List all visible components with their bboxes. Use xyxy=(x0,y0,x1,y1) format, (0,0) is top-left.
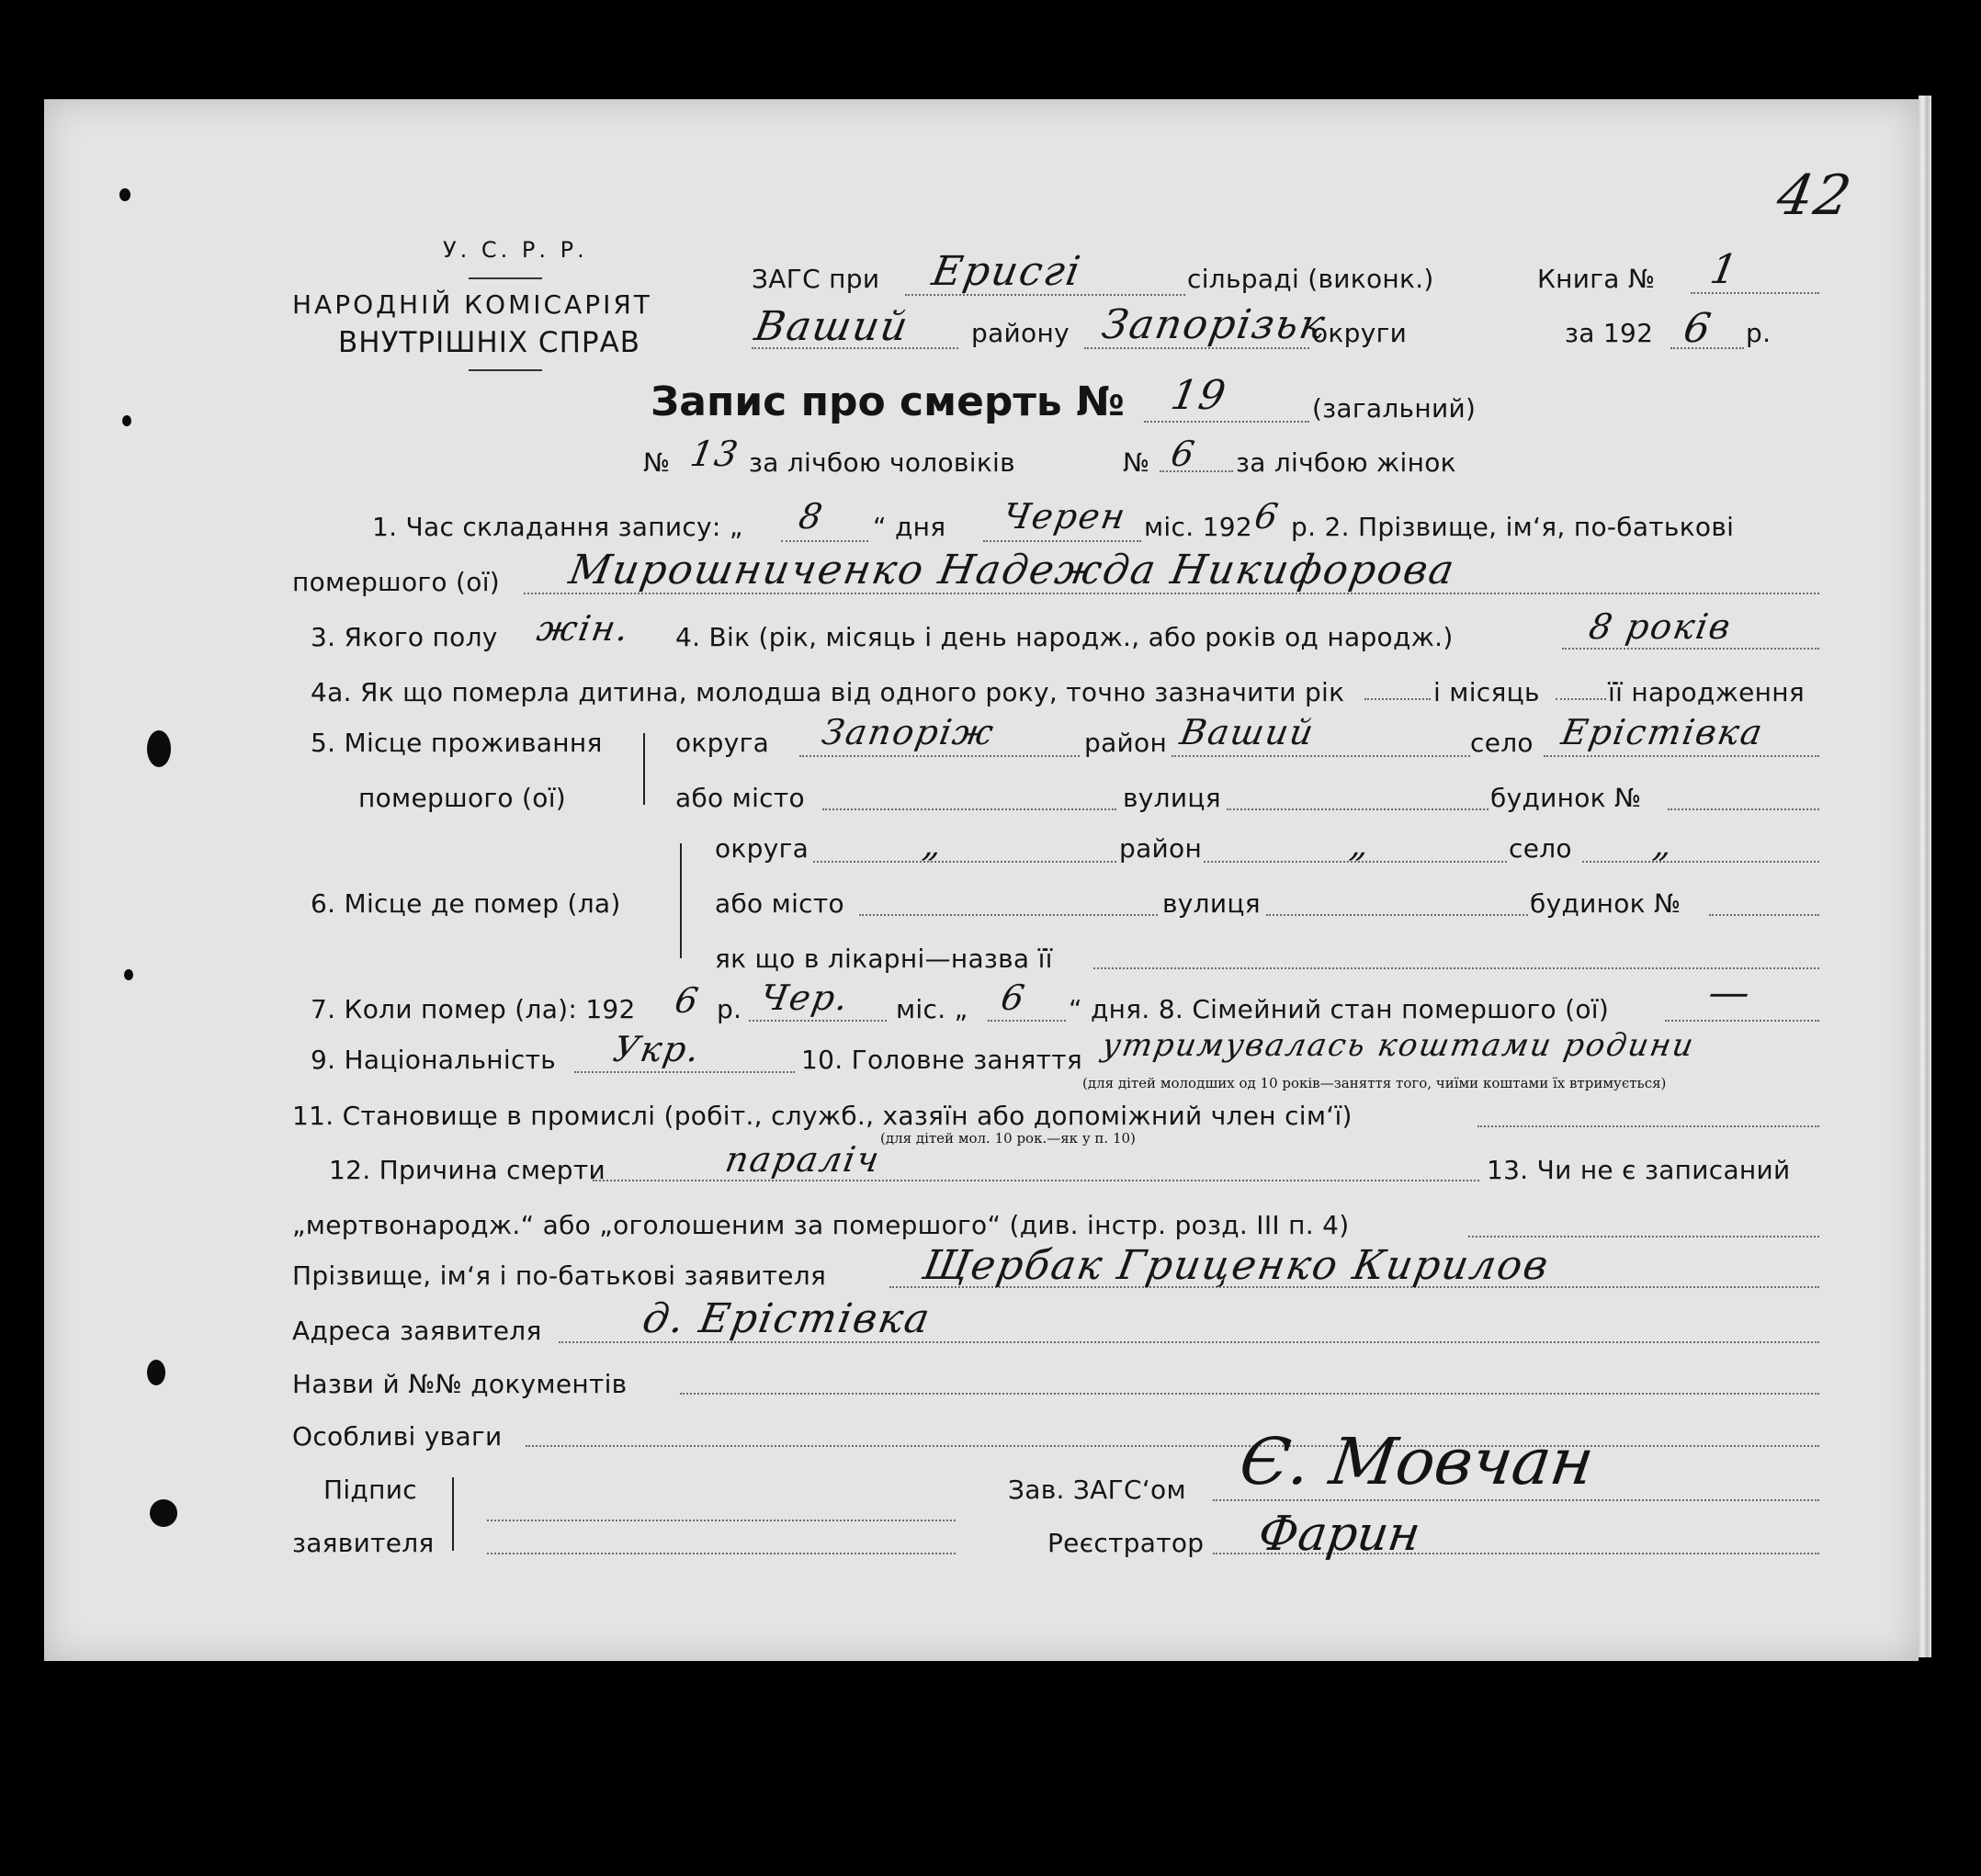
book-label: Книга № xyxy=(1537,264,1656,294)
men-count-value: 13 xyxy=(687,434,743,474)
f6-okruga-value: „ xyxy=(920,824,947,865)
fill-line xyxy=(680,1393,1819,1395)
f11-note: (для дітей мол. 10 рок.—як у п. 10) xyxy=(880,1130,1136,1147)
header-divider xyxy=(469,369,542,371)
fill-line xyxy=(1266,914,1528,916)
f5-vulytsia-label: вулиця xyxy=(1123,783,1221,813)
year-label: за 192 xyxy=(1565,318,1654,348)
f6-selo-value: „ xyxy=(1650,824,1678,865)
fill-line xyxy=(822,808,1116,810)
year-suffix: р. xyxy=(1746,318,1772,348)
applicant-name-value: Щербак Гриценко Кирилов xyxy=(919,1242,1554,1289)
zags-place-value: Ерисгі xyxy=(928,248,1086,295)
f6-raion-label: район xyxy=(1119,833,1203,864)
f5-okruga-value: Запоріж xyxy=(819,712,999,752)
f8-marital-value: — xyxy=(1704,969,1756,1016)
header-republic: У. С. Р. Р. xyxy=(443,237,588,263)
women-count-label: за лічбою жінок xyxy=(1236,447,1456,478)
fill-line xyxy=(1144,421,1309,423)
fill-line xyxy=(1668,808,1819,810)
f11-label: 11. Становище в промислі (робіт., служб., хазяїн або допоміжний член сім‘ї) xyxy=(292,1101,1353,1131)
f12-cause-value: параліч xyxy=(722,1139,884,1180)
fill-line xyxy=(1556,698,1606,700)
f1-month-after: міс. 192 xyxy=(1144,512,1252,542)
fill-line xyxy=(799,755,1080,757)
book-value: 1 xyxy=(1706,246,1743,293)
men-count-label: за лічбою чоловіків xyxy=(749,447,1015,478)
f10-note: (для дітей молодших од 10 років—заняття того, чиїми коштами їх втримується) xyxy=(1082,1075,1667,1091)
f4a-end-label: її народження xyxy=(1608,677,1805,707)
fill-line xyxy=(1093,967,1819,969)
f6-raion-value: „ xyxy=(1347,824,1375,865)
address-value: д. Ерістівка xyxy=(639,1295,935,1342)
fill-line xyxy=(1172,755,1470,757)
f5-raion-label: район xyxy=(1084,728,1168,758)
zags-suffix: сільраді (виконк.) xyxy=(1187,264,1434,294)
fill-line xyxy=(487,1553,956,1554)
punch-hole xyxy=(119,188,130,201)
f2-name-value: Мирошниченко Надежда Никифорова xyxy=(565,547,1460,593)
fill-line xyxy=(1227,808,1489,810)
fill-line xyxy=(1544,755,1819,757)
f1-day-value: 8 xyxy=(796,496,828,537)
okrug-label: округи xyxy=(1312,318,1408,348)
f13-continuation: „мертвонародж.“ або „оголошеним за помершого“ (див. інстр. розд. III п. 4) xyxy=(292,1210,1350,1240)
women-count-value: 6 xyxy=(1168,434,1200,474)
f5-budynok-label: будинок № xyxy=(1490,783,1642,813)
f6-vulytsia-label: вулиця xyxy=(1162,888,1261,919)
fill-line xyxy=(1477,1125,1819,1127)
fill-line xyxy=(1709,914,1819,916)
punch-hole xyxy=(147,730,171,767)
page-number: 42 xyxy=(1772,164,1858,228)
registrar-signature: Фарин xyxy=(1254,1507,1424,1562)
fill-line xyxy=(1364,698,1431,700)
f6-selo-label: село xyxy=(1509,833,1572,864)
fill-line xyxy=(1665,1020,1819,1022)
f7-year-after: р. xyxy=(717,994,742,1024)
f1-month-value: Черен xyxy=(1000,496,1130,537)
fill-line xyxy=(1562,648,1819,650)
f10-occupation-value: утримувалась коштами родини xyxy=(1099,1027,1698,1064)
f7-label: 7. Коли помер (ла): 192 xyxy=(311,994,636,1024)
f7-month-value: Чер. xyxy=(757,978,854,1018)
f1-year-value: 6 xyxy=(1251,496,1284,537)
record-title: Запис про смерть № xyxy=(651,379,1125,425)
fill-line xyxy=(1213,1499,1819,1501)
f5-raion-value: Ваший xyxy=(1177,712,1319,752)
women-prefix: № xyxy=(1123,447,1150,478)
district-label: району xyxy=(971,318,1070,348)
bracket xyxy=(680,843,682,958)
punch-hole xyxy=(124,969,133,980)
header-ministry: ВНУТРІШНІХ СПРАВ xyxy=(338,326,641,359)
f7-month-after: міс. „ xyxy=(896,994,968,1024)
f4a-month-label: і місяць xyxy=(1433,677,1540,707)
punch-hole xyxy=(150,1499,177,1527)
f3-label: 3. Якого полу xyxy=(311,622,498,652)
fill-line xyxy=(1468,1236,1819,1237)
fill-line xyxy=(813,861,1116,863)
f1-day-after: “ дня xyxy=(873,512,946,542)
f2-label: помершого (ої) xyxy=(292,567,501,597)
fill-line xyxy=(487,1520,956,1521)
documents-label: Назви й №№ документів xyxy=(292,1369,628,1399)
f7-year-value: 6 xyxy=(672,980,704,1021)
applicant-label: Прізвище, ім‘я і по-батькові заявителя xyxy=(292,1260,827,1291)
head-signature: Є. Мовчан xyxy=(1235,1424,1599,1499)
f6-misto-label: або місто xyxy=(715,888,844,919)
registrar-label: Реєстратор xyxy=(1047,1528,1205,1558)
fill-line xyxy=(574,1071,795,1073)
f6-budynok-label: будинок № xyxy=(1530,888,1681,919)
f3-sex-value: жін. xyxy=(534,608,634,649)
fill-line xyxy=(749,1020,887,1022)
zags-prefix: ЗАГС при xyxy=(752,264,880,294)
f10-label: 10. Головне заняття xyxy=(801,1045,1082,1075)
f12-label: 12. Причина смерти xyxy=(329,1155,606,1185)
year-value: 6 xyxy=(1680,305,1716,352)
head-label: Зав. ЗАГС‘ом xyxy=(1008,1475,1186,1505)
notes-label: Особливі уваги xyxy=(292,1421,503,1452)
f6-label: 6. Місце де помер (ла) xyxy=(311,888,621,919)
signature-label-2: заявителя xyxy=(292,1528,435,1558)
address-label: Адреса заявителя xyxy=(292,1316,542,1346)
bracket xyxy=(452,1477,454,1551)
signature-label: Підпис xyxy=(323,1475,417,1505)
f5-okruga-label: округа xyxy=(675,728,770,758)
men-prefix: № xyxy=(643,447,671,478)
f5-misto-label: або місто xyxy=(675,783,805,813)
record-type: (загальний) xyxy=(1312,393,1477,424)
header-commissariat: НАРОДНІЙ КОМІСАРІЯТ xyxy=(292,289,652,320)
f5-label-2: помершого (ої) xyxy=(358,783,567,813)
f9-nationality-value: Укр. xyxy=(610,1029,705,1069)
f4a-label: 4а. Як що померла дитина, молодша від одного року, точно зазначити рік xyxy=(311,677,1345,707)
f4-label: 4. Вік (рік, місяць і день народж., або років од народж.) xyxy=(675,622,1454,652)
f1-year-after: р. 2. Прізвище, ім‘я, по-батькові xyxy=(1291,512,1735,542)
fill-line xyxy=(988,1020,1066,1022)
f5-label: 5. Місце проживання xyxy=(311,728,603,758)
fill-line xyxy=(781,540,868,542)
f5-selo-value: Ерістівка xyxy=(1558,712,1768,752)
fill-line xyxy=(526,1445,1819,1447)
f6-okruga-label: округа xyxy=(715,833,809,864)
f7-day-after: “ дня. 8. Сімейний стан помершого (ої) xyxy=(1069,994,1610,1024)
paper-stack-edge xyxy=(1919,96,1931,1657)
f6-likarnia-label: як що в лікарні—назва її xyxy=(715,944,1053,974)
okrug-value: Запорізьк xyxy=(1098,301,1330,348)
f9-label: 9. Національність xyxy=(311,1045,557,1075)
punch-hole xyxy=(147,1360,165,1385)
f5-selo-label: село xyxy=(1470,728,1534,758)
bracket xyxy=(643,733,645,805)
f13-label: 13. Чи не є записаний xyxy=(1487,1155,1791,1185)
record-number: 19 xyxy=(1167,372,1231,419)
punch-hole xyxy=(122,415,131,426)
fill-line xyxy=(1582,861,1819,863)
f1-label: 1. Час складання запису: „ xyxy=(372,512,743,542)
f4-age-value: 8 років xyxy=(1586,606,1736,647)
f7-day-value: 6 xyxy=(998,978,1030,1018)
header-divider xyxy=(469,277,542,279)
district-value: Ваший xyxy=(751,303,913,350)
fill-line xyxy=(593,1180,1479,1181)
fill-line xyxy=(983,540,1141,542)
fill-line xyxy=(859,914,1158,916)
